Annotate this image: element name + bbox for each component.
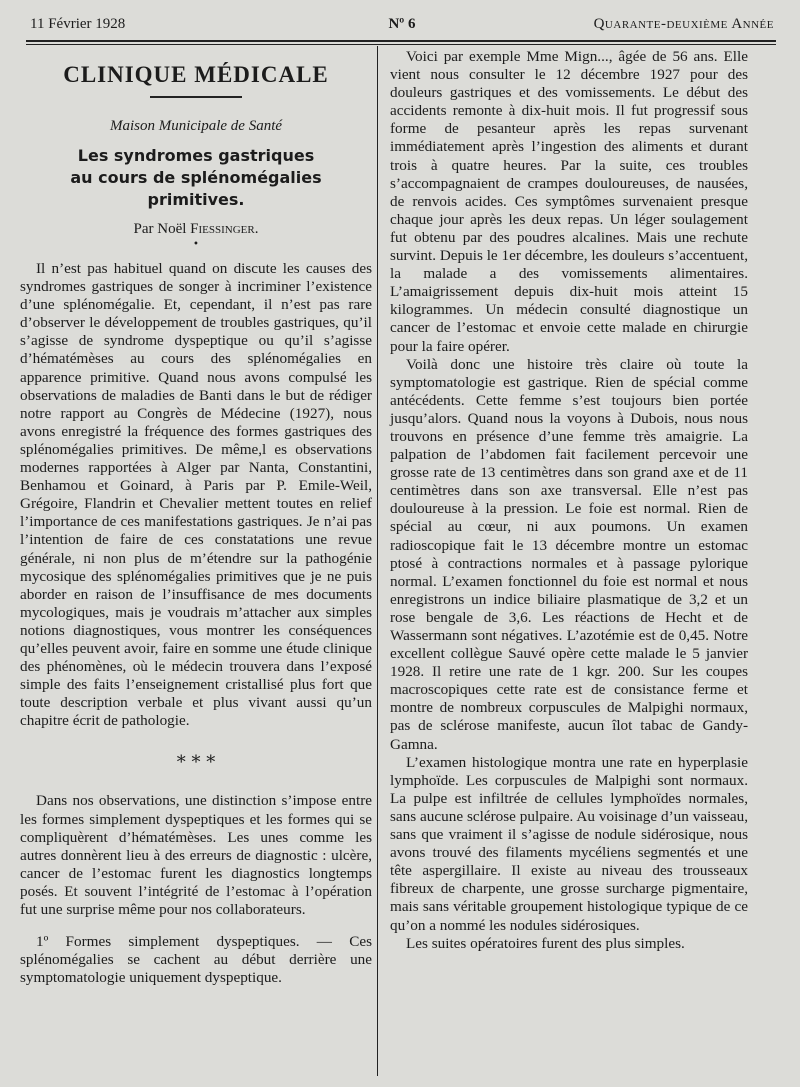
title-underline [150, 96, 242, 98]
publication-year: Quarante-deuxième Année [593, 16, 774, 32]
right-column [390, 48, 748, 953]
author-name: Fiessinger. [190, 221, 259, 237]
paragraph: Voilà donc une histoire très claire où toute la symptomatologie est gastrique. Rien de spécial comme antécédents. Cette femme s’est toujours bien portée jusqu’alors. Quand nous la voyons à Dubois, nous nous trouvons en présence d’une femme très amaigrie. La palpation de l’abdomen fait facilement percevoir une grosse rate de 13 centimètres dans son grand axe et de 11 centimètres dans son axe transversal. Elle n’est pas douloureuse à la pression. Le foie est normal. Rien de spécial au cœur, ni aux poumons. Un examen radioscopique fait le 13 décembre montre un estomac ptosé à contractions normales et à passage pylorique normal. L’examen fonctionnel du foie est normal et nous enregistrons un indice biliaire plasmatique de 3,2 et un rose bengale de 3,6. Les réactions de Hecht et de Wassermann sont négatives. L’azotémie est de 0,45. Notre excellent collègue Sauvé opère cette malade le 5 janvier 1928. Il retire une rate de 1 kgr. 200. Sur les coupes macroscopiques cette rate est de consistance ferme et montre de nombreux corpuscules de Malpighi normaux, pas de sclérose manifeste, aucun îlot tabac de Gandy-Gamna. [390, 355, 748, 753]
dot-mark: • [193, 239, 199, 250]
separator-glyph: * * * [176, 752, 216, 774]
paragraph: Dans nos observations, une distinction s’impose entre les formes simplement dyspeptiques et les formes qui se compliquèrent d’hématémèses. Les unes comme les autres donnèrent lieu à des erreurs de diagnostic : ulcère, cancer de l’estomac furent les diagnostics longtemps posés. Et souvent l’intégrité de l’estomac à l’opération fut une surprise même pour nos collaborateurs. [20, 792, 372, 918]
section-separator [20, 752, 372, 774]
issue-date: 11 Février 1928 [30, 16, 126, 32]
article-headline [20, 145, 372, 211]
paragraph: Voici par exemple Mme Mign..., âgée de 56 ans. Elle vient nous consulter le 12 décembre 1927 pour des douleurs gastriques et des vomissements. Le début des accidents remonte à dix-huit mois. Il fut progressif sous forme de pesanteur après les repas survenant immédiatement après l’ingestion des aliments et durant trois à quatre heures. Par la suite, ces troubles s’accompagnaient de crampes douloureuses, de nausées, de renvois acides. Ces symptômes survenaient presque chaque jour après les deux repas. Un léger soulagement fut obtenu par des poudres alcalines. Mais une rechute survint. Depuis le 1er décembre, les douleurs s’accentuent, la malade a des vomissements alimentaires. L’amaigrissement depuis dix-huit mois atteint 15 kilogrammes. Un médecin consulté diagnostique un cancer de l’estomac et envoie cette malade en chirurgie pour la faire opérer. [390, 48, 748, 355]
article-subtitle: Maison Municipale de Santé [109, 118, 283, 134]
headline-line-2: au cours de splénomégalies primitives. [70, 168, 322, 209]
paragraph: L’examen histologique montra une rate en hyperplasie lymphoïde. Les corpuscules de Malpighi sont normaux. La pulpe est infiltrée de cellules lymphoïdes normales, sans aucune sclérose pulpaire. Au voisinage d’un vaisseau, sans que vraiment il s’agisse de nodule sidérosique, nous avons trouvé des filaments mycéliens segmentés et une tête aspergillaire. Il existe au niveau des trousseaux fibreux de charpente, une grosse surcharge pigmentaire, mais sans véritable groupement histologique typique de ce qu’on a nommé les nodules sidérosiques. [390, 753, 748, 934]
paragraph: Il n’est pas habituel quand on discute les causes des syndromes gastriques de songer à incriminer l’existence d’une splénomégalie. Et, cependant, il n’est pas rare d’observer le développement de troubles gastriques, qu’il s’agisse de syndrome dyspeptique ou qu’il s’agisse d’hématémèses au cours des splénomégalies en apparence primitive. Quand nous avons compulsé les observations de maladies de Banti dans le but de rédiger notre rapport au Congrès de Médecine (1927), nous avons enregistré la fréquence des formes gastriques des splénomégalies primitives. De même,l es observations modernes rapportées à Alger par Nanta, Constantini, Benhamou et Goinard, à Paris par P. Emile-Weil, Grégoire, Flandrin et Chevalier mettent toutes en relief l’importance de ces manifestations gastriques. Je n’ai pas l’intention de faire de ces constatations une revue générale, ni non plus de m’étendre sur la pathogénie mycosique des splénomégalies primitives que je ne puis aborder en raison de l’insuffisance de mes documents mycologiques, mais je voudrais m’attacher aux simples notions diagnostiques, vous montrer les conséquences qu’elles peuvent avoir, faire en somme une étude clinique des phénomènes, où le médecin trouvera dans l’exposé simple des faits l’enseignement cristallisé plus fort que toute description verbale et plus vivant aussi qu’un chapitre écrit de pathologie. [20, 260, 372, 730]
paragraph: Les suites opératoires furent des plus simples. [406, 934, 685, 952]
header-rule [26, 40, 776, 42]
page-header [30, 16, 774, 36]
column-divider [377, 46, 378, 1076]
left-column [20, 48, 372, 987]
section-title: CLINIQUE MÉDICALE [63, 62, 329, 87]
headline-line-1: Les syndromes gastriques [77, 146, 315, 165]
header-rule-thin [26, 44, 776, 45]
paragraph: 1º Formes simplement dyspeptiques. — Ces splénomégalies se cachent au début derrière une symptomatologie uniquement dyspeptique. [20, 933, 372, 987]
article-author [20, 221, 372, 238]
issue-number: Nº 6 [388, 16, 416, 32]
author-prefix: Par Noël [133, 221, 191, 237]
